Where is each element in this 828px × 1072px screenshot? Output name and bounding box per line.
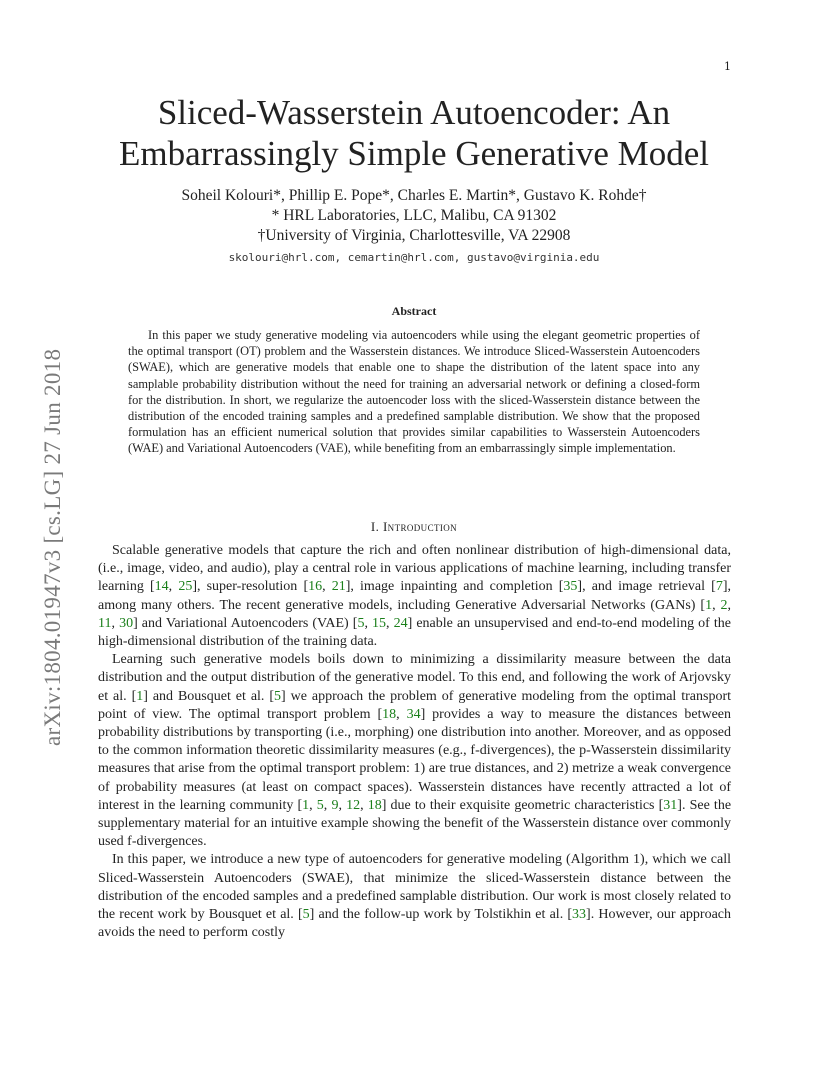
citation-link[interactable]: 25 <box>178 579 193 595</box>
title-line-2: Embarrassingly Simple Generative Model <box>119 134 709 173</box>
citation-link[interactable]: 12 <box>346 797 361 813</box>
paragraph-text: , <box>168 579 179 595</box>
body-paragraph <box>98 651 731 851</box>
body-paragraph <box>98 542 731 651</box>
paragraph-text: Scalable generative models that capture the rich and often nonlinear distribution of high-dimensional data, (i.e., image, video, and audio), play a central role in various applications of machine learning, including transfer learning [ <box>98 543 731 595</box>
arxiv-identifier: arXiv:1804.01947v3 [cs.LG] 27 Jun 2018 <box>40 348 65 746</box>
citation-link[interactable]: 35 <box>563 579 578 595</box>
citation-link[interactable]: 30 <box>119 615 134 631</box>
abstract-heading: Abstract <box>391 304 437 318</box>
paragraph-text: ] enable an unsupervised and end-to-end modeling of the high-dimensional distribution of the training data. <box>98 615 731 650</box>
author-names: Soheil Kolouri*, Phillip E. Pope*, Charles E. Martin*, Gustavo K. Rohde† <box>181 187 647 204</box>
paragraph-text: , <box>111 615 120 631</box>
citation-link[interactable]: 11 <box>98 615 112 631</box>
citation-link[interactable]: 5 <box>274 688 282 704</box>
paragraph-text: In this paper, we introduce a new type of autoencoders for generative modeling (Algorithm 1), which we call Sliced-Wasserstein Autoencoders (SWAE), that minimize the sliced-Wasserstein distance between the distribution of the encoded samples and a predefined samplable distribution. Our work is most closely related to the recent work by Bousquet et al. [ <box>98 852 731 923</box>
paragraph-text: ], super-resolution [ <box>192 579 309 595</box>
citation-link[interactable]: 7 <box>715 579 723 595</box>
paragraph-text: ] provides a way to measure the distances between probability distributions by transporting (i.e., morphing) one distribution into another. Moreover, and as opposed to the common information theoretic dissimilarity measures (e.g., f-divergences), the p-Wasserstein dissimilarity measures that arise from the optimal transport problem: 1) are true distances, and 2) metrize a weak convergence of probability measures (at least on compact spaces). Wasserstein distances have recently attracted a lot of interest in the learning community [ <box>98 706 731 813</box>
paragraph-text: , <box>396 706 407 722</box>
paragraph-text: , <box>338 797 347 813</box>
citation-link[interactable]: 2 <box>720 597 728 613</box>
citation-link[interactable]: 16 <box>308 579 323 595</box>
abstract-body: In this paper we study generative modeling via autoencoders while using the elegant geometric properties of the optimal transport (OT) problem and the Wasserstein distances. We introduce Sliced-Wasserstein Autoencoders (SWAE), which are generative models that enable one to shape the distribution of the latent space into any samplable probability distribution without the need for training an adversarial network or defining a closed-form for the distribution. In short, we regularize the autoencoder loss with the sliced-Wasserstein distance between the distribution of the encoded training samples and a predefined samplable distribution. We show that the proposed formulation has an efficient numerical solution that provides similar capabilities to Wasserstein Autoencoders (WAE) and Variational Autoencoders (VAE), while benefiting from an embarrassingly simple implementation. <box>128 328 700 456</box>
citation-link[interactable]: 14 <box>154 579 169 595</box>
citation-link[interactable]: 18 <box>382 706 397 722</box>
paragraph-text: ], among many others. The recent generative models, including Generative Adversarial Networks (GANs) [ <box>98 579 732 613</box>
paragraph-text: ] and Variational Autoencoders (VAE) [ <box>133 615 358 631</box>
paper-title <box>60 92 768 174</box>
citation-link[interactable]: 34 <box>406 706 421 722</box>
paragraph-text: ] we approach the problem of generative modeling from the optimal transport point of view. The optimal transport problem [ <box>98 688 732 722</box>
citation-link[interactable]: 21 <box>331 579 346 595</box>
citation-link[interactable]: 1 <box>302 797 310 813</box>
paragraph-text: Learning such generative models boils down to minimizing a dissimilarity measure between the data distribution and the output distribution of the generative model. To this end, and following the work of Arjovsky et al. [ <box>98 652 731 704</box>
citation-link[interactable]: 33 <box>572 907 587 923</box>
citation-link[interactable]: 1 <box>136 688 144 704</box>
citation-link[interactable]: 18 <box>367 797 382 813</box>
paragraph-text: , <box>727 597 732 613</box>
body-paragraph <box>98 851 731 942</box>
citation-link[interactable]: 5 <box>316 797 324 813</box>
affiliation-uva: †University of Virginia, Charlottesville, VA 22908 <box>257 227 571 244</box>
paragraph-text: , <box>386 615 394 631</box>
title-line-1: Sliced-Wasserstein Autoencoder: An <box>157 93 671 132</box>
paragraph-text: , <box>360 797 368 813</box>
affiliation-hrl: * HRL Laboratories, LLC, Malibu, CA 91302 <box>271 207 557 224</box>
body-text <box>98 542 731 942</box>
paragraph-text: ], image inpainting and completion [ <box>345 579 564 595</box>
citation-link[interactable]: 1 <box>705 597 713 613</box>
paragraph-text: , <box>322 579 332 595</box>
citation-link[interactable]: 5 <box>302 907 310 923</box>
section-title: Introduction <box>382 519 458 534</box>
author-emails: skolouri@hrl.com, cemartin@hrl.com, gustavo@virginia.edu <box>228 251 600 264</box>
paragraph-text: ] and Bousquet et al. [ <box>143 688 275 704</box>
citation-link[interactable]: 15 <box>372 615 387 631</box>
paragraph-text: , <box>712 597 721 613</box>
paragraph-text: ], and image retrieval [ <box>577 579 716 595</box>
section-heading <box>0 519 828 535</box>
author-block <box>60 186 768 268</box>
paragraph-text: , <box>323 797 332 813</box>
paragraph-text: ]. However, our approach avoids the need to perform costly <box>98 907 731 941</box>
citation-link[interactable]: 5 <box>357 615 365 631</box>
citation-link[interactable]: 24 <box>393 615 408 631</box>
paragraph-text: ] due to their exquisite geometric characteristics [ <box>381 797 664 813</box>
paragraph-text: , <box>309 797 317 813</box>
page-number: 1 <box>724 60 731 73</box>
paragraph-text: , <box>364 615 373 631</box>
citation-link[interactable]: 31 <box>663 797 678 813</box>
section-number: I. <box>370 519 380 534</box>
citation-link[interactable]: 9 <box>331 797 339 813</box>
paragraph-text: ]. See the supplementary material for an intuitive example showing the benefit of the Wasserstein distance over commonly used f-divergences. <box>98 797 732 850</box>
paragraph-text: ] and the follow-up work by Tolstikhin et al. [ <box>309 907 573 923</box>
